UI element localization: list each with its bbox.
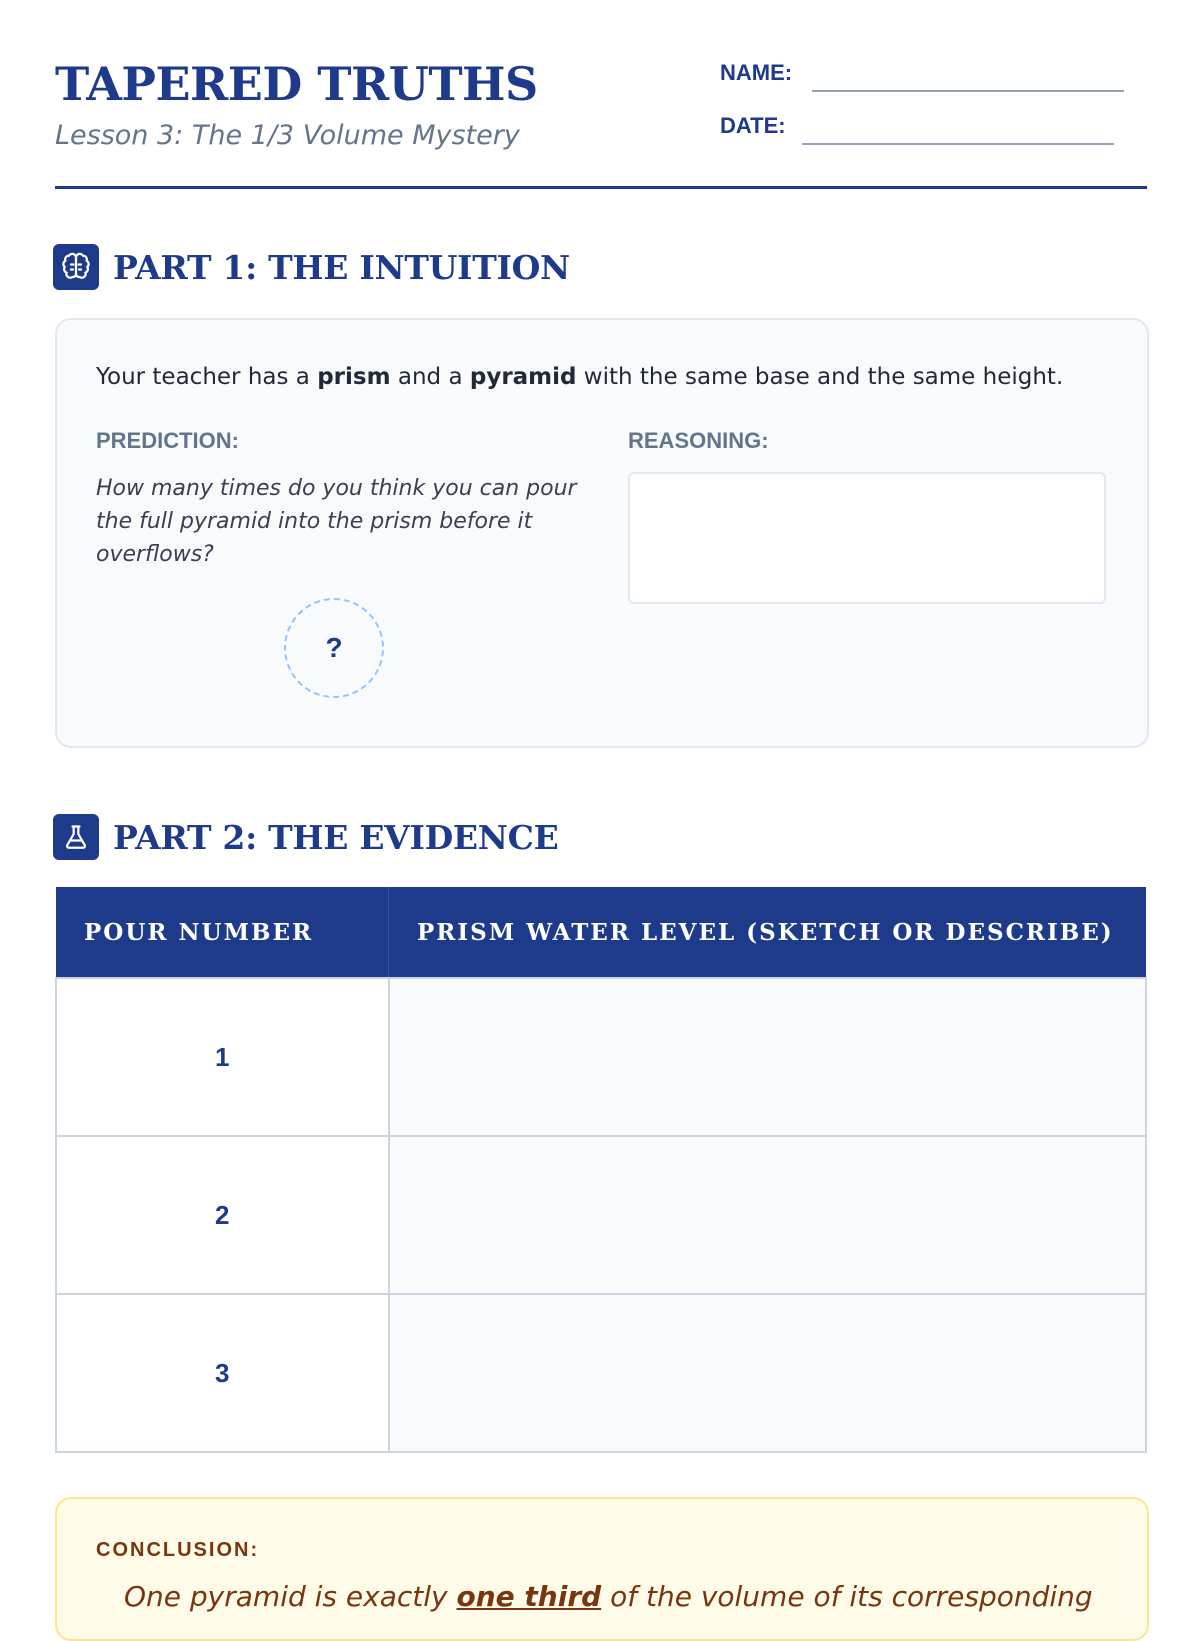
name-label: NAME: — [720, 60, 793, 85]
part1-title: PART 1: THE INTUITION — [113, 248, 570, 287]
flask-icon — [53, 814, 99, 860]
table-row — [56, 1136, 1146, 1294]
lesson-subtitle: Lesson 3: The 1/3 Volume Mystery — [55, 120, 520, 151]
table-row — [56, 1294, 1146, 1452]
column-header: PRISM WATER LEVEL (SKETCH OR DESCRIBE) — [389, 887, 1147, 978]
prism-term: prism — [317, 364, 391, 390]
one-third-term: one third — [456, 1580, 602, 1613]
table-header-row — [56, 887, 1146, 978]
name-field[interactable] — [812, 90, 1124, 92]
brain-icon — [53, 244, 99, 290]
date-field[interactable] — [802, 143, 1114, 145]
water-level-cell[interactable] — [389, 1294, 1147, 1452]
column-header: POUR NUMBER — [56, 887, 389, 978]
pour-number-cell: 3 — [56, 1294, 389, 1452]
conclusion-card — [55, 1497, 1149, 1641]
date-label: DATE: — [720, 113, 786, 138]
intro-text: Your teacher has a prism and a pyramid with the same base and the same height. — [96, 364, 1064, 390]
conclusion-text: One pyramid is exactly one third of the volume of its corresponding — [124, 1580, 1093, 1613]
reasoning-box[interactable] — [628, 472, 1106, 604]
table-row — [56, 978, 1146, 1136]
conclusion-label: CONCLUSION: — [96, 1539, 260, 1561]
prediction-question: How many times do you think you can pour the full pyramid into the prism before it overflows? — [96, 476, 577, 567]
pour-number-cell: 2 — [56, 1136, 389, 1294]
prediction-answer-circle[interactable]: ? — [284, 598, 384, 698]
pour-number-cell: 1 — [56, 978, 389, 1136]
water-level-cell[interactable] — [389, 978, 1147, 1136]
pyramid-term: pyramid — [469, 364, 577, 390]
prediction-label: PREDICTION: — [96, 428, 239, 453]
reasoning-label: REASONING: — [628, 428, 769, 453]
header-divider — [55, 186, 1147, 189]
evidence-table — [55, 887, 1147, 1453]
worksheet-title: TAPERED TRUTHS — [55, 57, 538, 111]
part2-title: PART 2: THE EVIDENCE — [113, 818, 559, 857]
water-level-cell[interactable] — [389, 1136, 1147, 1294]
